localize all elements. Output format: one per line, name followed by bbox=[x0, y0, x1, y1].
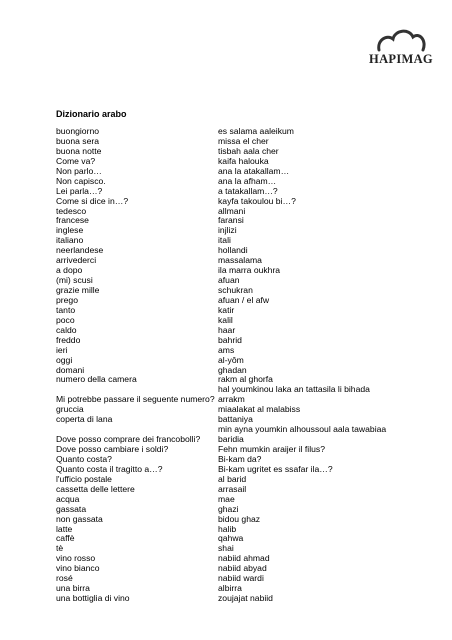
italian-term: acqua bbox=[56, 493, 80, 504]
italian-term: francese bbox=[56, 215, 89, 226]
arabic-translation: mae bbox=[218, 493, 235, 504]
arabic-translation: albirra bbox=[218, 583, 242, 594]
italian-term: freddo bbox=[56, 334, 81, 345]
dictionary-row bbox=[56, 356, 396, 366]
arabic-translation: bidou ghaz bbox=[218, 513, 261, 524]
italian-term: a dopo bbox=[56, 265, 83, 276]
arabic-translation: Fehn mumkin araijer il filus? bbox=[218, 444, 325, 454]
arabic-translation: nabiid abyad bbox=[218, 563, 267, 574]
arabic-translation: ghazi bbox=[218, 503, 239, 514]
arabic-translation: katir bbox=[218, 304, 235, 315]
arabic-translation: Bi-kam ugritet es ssafar ila…? bbox=[218, 463, 333, 474]
arabic-translation: shai bbox=[218, 543, 234, 554]
arabic-translation: nabiid wardi bbox=[218, 573, 264, 584]
italian-term: domani bbox=[56, 364, 85, 375]
arabic-translation: ghadan bbox=[218, 364, 247, 375]
italian-term: Lei parla…? bbox=[56, 185, 103, 196]
arabic-translation: kayfa takoulou bi…? bbox=[218, 195, 296, 206]
arabic-translation: kalil bbox=[218, 314, 233, 325]
arabic-translation: faransi bbox=[218, 215, 244, 226]
dictionary-row bbox=[56, 515, 396, 525]
arabic-translation: hal youmkinou laka an tattasila li bihada bbox=[218, 384, 370, 395]
italian-term: neerlandese bbox=[56, 245, 104, 256]
arabic-translation: halib bbox=[218, 523, 237, 534]
italian-term: prego bbox=[56, 294, 78, 305]
hapimag-logo bbox=[367, 26, 435, 78]
italian-term: coperta di lana bbox=[56, 414, 113, 425]
arabic-translation: arrasail bbox=[218, 483, 247, 494]
cloud-icon bbox=[375, 26, 427, 52]
arabic-translation: ila marra oukhra bbox=[218, 265, 281, 276]
italian-term: arrivederci bbox=[56, 255, 97, 266]
arabic-translation: Bi-kam da? bbox=[218, 453, 262, 464]
arabic-translation: arrakm bbox=[218, 394, 245, 405]
italian-term: Come si dice in…? bbox=[56, 195, 129, 206]
italian-term: inglese bbox=[56, 225, 84, 236]
dictionary-table bbox=[56, 127, 396, 604]
italian-term: poco bbox=[56, 314, 75, 325]
italian-term: Come va? bbox=[56, 155, 96, 166]
arabic-translation: kaifa halouka bbox=[218, 155, 269, 166]
arabic-translation: afuan / el afw bbox=[218, 294, 270, 305]
arabic-translation: al barid bbox=[218, 473, 247, 484]
arabic-translation: ana la atakallam… bbox=[218, 165, 290, 176]
arabic-translation: tisbah aala cher bbox=[218, 145, 279, 156]
italian-term: Quanto costa il tragitto a…? bbox=[56, 463, 163, 474]
arabic-translation: miaalakat al malabiss bbox=[218, 404, 301, 415]
arabic-translation: bahrid bbox=[218, 334, 242, 345]
italian-term: Dove posso cambiare i soldi? bbox=[56, 444, 169, 454]
arabic-translation: battaniya bbox=[218, 414, 253, 425]
arabic-translation: allmani bbox=[218, 205, 246, 216]
italian-term: tanto bbox=[56, 304, 76, 315]
dictionary-row bbox=[56, 594, 396, 604]
dictionary-row bbox=[56, 197, 396, 207]
italian-term: tè bbox=[56, 543, 64, 554]
italian-term: oggi bbox=[56, 354, 73, 365]
italian-term: rosé bbox=[56, 573, 73, 584]
arabic-translation: nabiid ahmad bbox=[218, 553, 270, 564]
arabic-translation: qahwa bbox=[218, 533, 244, 544]
arabic-translation: es salama aaleikum bbox=[218, 126, 294, 136]
italian-term: italiano bbox=[56, 235, 84, 246]
italian-term: Dove posso comprare dei francobolli? bbox=[56, 434, 201, 445]
italian-term: grazie mille bbox=[56, 285, 100, 295]
arabic-translation: injlizi bbox=[218, 225, 237, 236]
italian-term: Non parlo… bbox=[56, 165, 102, 176]
italian-term: buongiorno bbox=[56, 126, 100, 136]
italian-term: una birra bbox=[56, 583, 90, 594]
italian-term: gassata bbox=[56, 503, 87, 514]
italian-term: vino rosso bbox=[56, 553, 96, 564]
italian-term: buona notte bbox=[56, 145, 102, 156]
italian-term: caffè bbox=[56, 533, 75, 544]
italian-term: gruccia bbox=[56, 404, 84, 415]
italian-term: vino bianco bbox=[56, 563, 100, 574]
italian-term: Non capisco. bbox=[56, 175, 106, 186]
italian-term: (mi) scusi bbox=[56, 275, 93, 286]
arabic-translation: min ayna youmkin alhoussoul aala tawabiaa bbox=[218, 424, 387, 435]
italian-term: una bottiglia di vino bbox=[56, 593, 130, 604]
logo-text: HAPIMAG bbox=[369, 52, 433, 66]
arabic-translation: baridia bbox=[218, 434, 244, 445]
italian-term: buona sera bbox=[56, 135, 100, 146]
italian-term: numero della camera bbox=[56, 374, 137, 385]
italian-term: ieri bbox=[56, 344, 68, 355]
arabic-translation: schukran bbox=[218, 285, 253, 295]
italian-term: Quanto costa? bbox=[56, 453, 112, 464]
arabic-translation: ana la afham… bbox=[218, 175, 277, 186]
italian-term: l'ufficio postale bbox=[56, 473, 112, 484]
italian-term: cassetta delle lettere bbox=[56, 483, 135, 494]
italian-term: latte bbox=[56, 523, 73, 534]
italian-term: non gassata bbox=[56, 513, 103, 524]
arabic-translation: missa el cher bbox=[218, 135, 269, 146]
arabic-translation: al-yôm bbox=[218, 354, 244, 365]
arabic-translation: afuan bbox=[218, 275, 240, 286]
arabic-translation: hollandi bbox=[218, 245, 248, 256]
arabic-translation: ams bbox=[218, 344, 235, 355]
document-title: Dizionario arabo bbox=[56, 109, 127, 119]
italian-term: tedesco bbox=[56, 205, 87, 216]
arabic-translation: haar bbox=[218, 324, 236, 335]
italian-term: caldo bbox=[56, 324, 77, 335]
italian-term: Mi potrebbe passare il seguente numero? bbox=[56, 394, 215, 405]
arabic-translation: a tatakallam…? bbox=[218, 185, 278, 196]
arabic-translation: zoujajat nabiid bbox=[218, 593, 273, 604]
arabic-translation: itali bbox=[218, 235, 231, 246]
arabic-translation: massalama bbox=[218, 255, 262, 266]
arabic-translation: rakm al ghorfa bbox=[218, 374, 273, 385]
